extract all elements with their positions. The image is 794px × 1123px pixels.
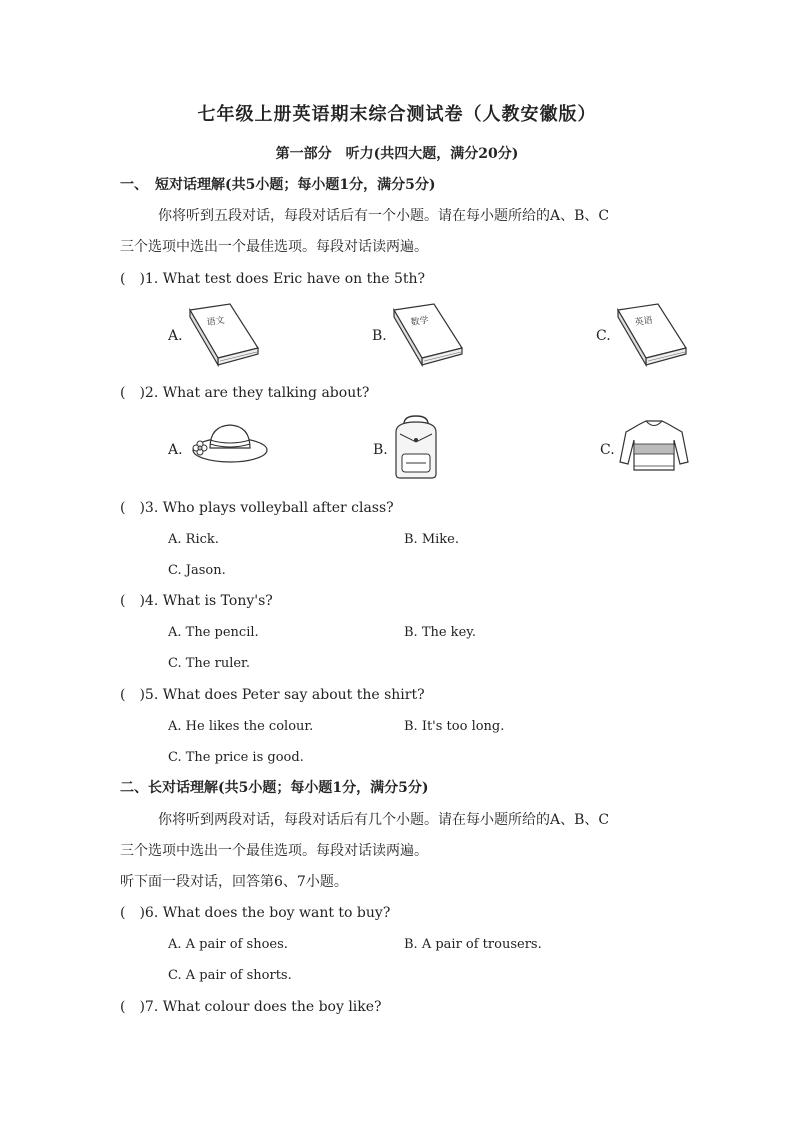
section2-instruction-line2: 三个选项中选出一个最佳选项。每段对话读两遍。 [120, 843, 428, 859]
q5-option-c: C. The price is good. [168, 750, 304, 765]
q2-option-c: C. [600, 442, 615, 458]
q2-option-b: B. [373, 442, 388, 458]
section2-instruction-line1: 你将听到两段对话，每段对话后有几个小题。请在每小题所给的A、B、C [158, 812, 610, 828]
part-subtitle: 第一部分 听力(共四大题，满分20分) [275, 146, 519, 162]
question-2-stem: ( )2. What are they talking about? [120, 385, 370, 401]
question-4-stem: ( )4. What is Tony's? [120, 593, 273, 609]
english-book-icon [614, 302, 690, 368]
backpack-icon [390, 414, 442, 480]
q6-option-c: C. A pair of shorts. [168, 968, 292, 983]
section1-instruction-line2: 三个选项中选出一个最佳选项。每段对话读两遍。 [120, 239, 428, 255]
q3-option-a: A. Rick. [168, 532, 219, 547]
q1-option-c: C. [596, 328, 611, 344]
section2-heading: 二、长对话理解(共5小题；每小题1分，满分5分) [120, 780, 429, 796]
question-1-stem: ( )1. What test does Eric have on the 5th? [120, 271, 426, 287]
page-title: 七年级上册英语期末综合测试卷（人教安徽版） [197, 104, 597, 125]
q1-option-b: B. [372, 328, 387, 344]
book-label-b: 数学 [410, 315, 430, 329]
q4-option-c: C. The ruler. [168, 656, 250, 671]
q4-option-a: A. The pencil. [168, 625, 259, 640]
q3-option-c: C. Jason. [168, 563, 226, 578]
q3-option-b: B. Mike. [404, 532, 459, 547]
section1-heading: 一、 短对话理解(共5小题；每小题1分，满分5分) [120, 177, 436, 193]
q6-option-a: A. A pair of shoes. [168, 937, 288, 952]
book-label-c: 英语 [634, 315, 654, 329]
section1-instruction-line1: 你将听到五段对话，每段对话后有一个小题。请在每小题所给的A、B、C [158, 208, 610, 224]
question-5-stem: ( )5. What does Peter say about the shirt? [120, 687, 425, 703]
question-3-stem: ( )3. Who plays volleyball after class? [120, 500, 394, 516]
book-label-a: 语文 [206, 315, 226, 329]
question-7-stem: ( )7. What colour does the boy like? [120, 999, 382, 1015]
hat-icon [190, 420, 270, 466]
q4-option-b: B. The key. [404, 625, 477, 640]
q1-option-a: A. [168, 328, 183, 344]
sweater-icon [618, 418, 690, 474]
math-book-icon [390, 302, 466, 368]
q2-option-a: A. [168, 442, 183, 458]
q5-option-b: B. It's too long. [404, 719, 505, 734]
q6-option-b: B. A pair of trousers. [404, 937, 542, 952]
q5-option-a: A. He likes the colour. [168, 719, 314, 734]
question-6-stem: ( )6. What does the boy want to buy? [120, 905, 391, 921]
section2-sub-instruction: 听下面一段对话，回答第6、7小题。 [120, 874, 348, 890]
chinese-book-icon [186, 302, 262, 368]
